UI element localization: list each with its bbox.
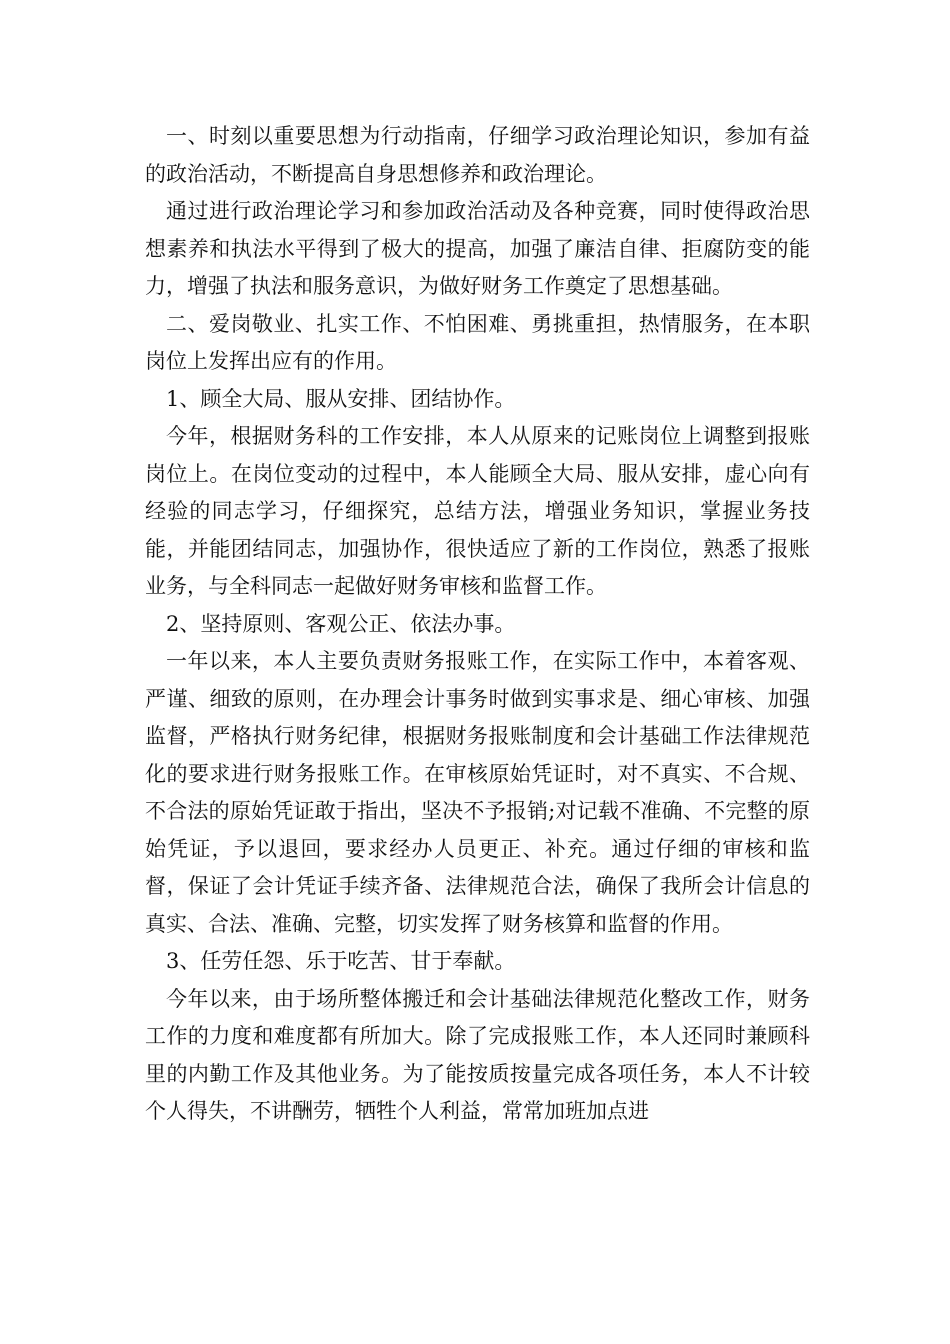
paragraph-section-1-body: 通过进行政治理论学习和参加政治活动及各种竞赛，同时使得政治思想素养和执法水平得到了极大的提高，加强了廉洁自律、拒腐防变的能力，增强了执法和服务意识，为做好财务工作奠定了思想基础。 — [145, 199, 810, 298]
document-body — [145, 118, 810, 1131]
paragraph-item-2-heading: 2、坚持原则、客观公正、依法办事。 — [166, 611, 516, 636]
paragraph-item-3-body: 今年以来，由于场所整体搬迁和会计基础法律规范化整改工作，财务工作的力度和难度都有所加大。除了完成报账工作，本人还同时兼顾科里的内勤工作及其他业务。为了能按质按量完成各项任务，本人不计较个人得失，不讲酬劳，牺牲个人利益，常常加班加点进 — [145, 986, 810, 1123]
paragraph-item-1-heading: 1、顾全大局、服从安排、团结协作。 — [166, 386, 516, 411]
paragraph-item-1-body: 今年，根据财务科的工作安排，本人从原来的记账岗位上调整到报账岗位上。在岗位变动的过程中，本人能顾全大局、服从安排，虚心向有经验的同志学习，仔细探究，总结方法，增强业务知识，掌握业务技能，并能团结同志，加强协作，很快适应了新的工作岗位，熟悉了报账业务，与全科同志一起做好财务审核和监督工作。 — [145, 424, 810, 598]
paragraph-section-2-heading: 二、爱岗敬业、扎实工作、不怕困难、勇挑重担，热情服务，在本职岗位上发挥出应有的作用。 — [145, 311, 810, 373]
paragraph-item-3-heading: 3、任劳任怨、乐于吃苦、甘于奉献。 — [166, 949, 516, 973]
paragraph-item-2-body: 一年以来，本人主要负责财务报账工作，在实际工作中，本着客观、严谨、细致的原则，在办理会计事务时做到实事求是、细心审核、加强监督，严格执行财务纪律，根据财务报账制度和会计基础工作法律规范化的要求进行财务报账工作。在审核原始凭证时，对不真实、不合规、不合法的原始凭证敢于指出，坚决不予报销;对记载不准确、不完整的原始凭证，予以退回，要求经办人员更正、补充。通过仔细的审核和监督，保证了会计凭证手续齐备、法律规范合法，确保了我所会计信息的真实、合法、准确、完整，切实发挥了财务核算和监督的作用。 — [145, 649, 810, 936]
paragraph-section-1-heading: 一、时刻以重要思想为行动指南，仔细学习政治理论知识，参加有益的政治活动，不断提高自身思想修养和政治理论。 — [145, 124, 810, 186]
